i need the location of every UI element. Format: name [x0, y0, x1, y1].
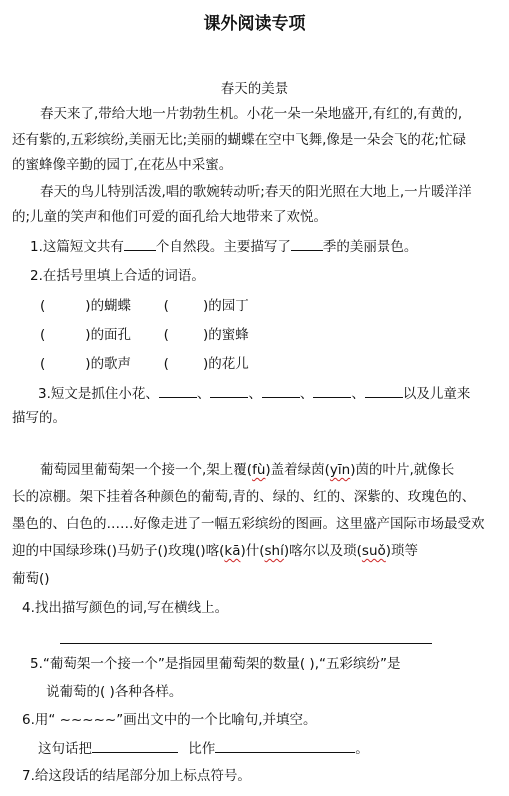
- q6-text: 。: [355, 741, 369, 757]
- pinyin: shí: [264, 543, 284, 559]
- q1-text-c: 季的美丽景色。: [322, 239, 418, 255]
- p2-text: )琐等: [385, 543, 419, 559]
- question-1: [30, 236, 417, 257]
- q2-item: 的园丁: [208, 298, 249, 314]
- paren-close: ): [202, 327, 209, 343]
- passage-title: 春天的美景: [220, 81, 289, 97]
- p2-text: 迎的中国绿珍珠()马奶子()玫瑰()喀(: [12, 543, 225, 559]
- question-6-fill: [38, 738, 369, 759]
- paren-close: ): [202, 298, 209, 314]
- q2-row: [40, 354, 249, 374]
- paren-close: ): [85, 356, 91, 372]
- question-5: 5.“葡萄架一个接一个”是指园里葡萄架的数量( ),“五彩缤纷”是: [30, 656, 401, 672]
- p2-text: 葡萄园里葡萄架一个接一个,架上覆(: [40, 462, 253, 478]
- q3-sep: 、: [248, 386, 262, 402]
- question-3: [38, 383, 470, 404]
- paren-close: ): [85, 327, 91, 343]
- answer-line[interactable]: [60, 643, 432, 644]
- pinyin: yīn: [329, 462, 351, 478]
- passage-line: 的;儿童的笑声和他们可爱的面孔给大地带来了欢悦。: [12, 209, 328, 225]
- paren-open: (: [40, 298, 46, 314]
- q3-sep: 、: [351, 386, 365, 402]
- passage2-line: 墨色的、白色的……好像走进了一幅五彩缤纷的图画。这里盛产国际市场最受欢: [12, 516, 485, 532]
- q2-item: 的蜜蜂: [208, 327, 249, 343]
- paren-close: ): [85, 298, 91, 314]
- question-3-cont: 描写的。: [12, 410, 66, 426]
- q3-sep: 、: [196, 386, 211, 402]
- passage2-line: [40, 460, 454, 480]
- passage2-line: [12, 541, 418, 561]
- passage-line: 的蜜蜂像辛勤的园丁,在花丛中采蜜。: [12, 157, 233, 173]
- question-6: 6.用“ ~~~~~”画出文中的一个比喻句,并填空。: [22, 712, 317, 728]
- answer-blank[interactable]: [215, 738, 355, 753]
- page-title: 课外阅读专项: [203, 14, 306, 34]
- passage-line: 春天来了,带给大地一片勃勃生机。小花一朵一朵地盛开,有红的,有黄的,: [40, 106, 463, 122]
- p2-text: )茵的叶片,就像长: [350, 462, 455, 478]
- p2-text: )什(: [240, 543, 265, 559]
- paren-open: (: [40, 327, 46, 343]
- answer-blank[interactable]: [210, 383, 248, 398]
- q3-sep: 、: [299, 386, 314, 402]
- answer-blank[interactable]: [313, 383, 351, 398]
- paren-open: (: [163, 327, 169, 343]
- q1-text-a: 1.这篇短文共有: [30, 239, 124, 255]
- q1-text-b: 个自然段。主要描写了: [155, 239, 291, 255]
- answer-blank[interactable]: [124, 236, 156, 251]
- question-7: 7.给这段话的结尾部分加上标点符号。: [22, 768, 251, 784]
- paren-open: (: [163, 298, 169, 314]
- pinyin: fù: [252, 462, 266, 478]
- q6-text: 这句话把: [38, 741, 92, 757]
- passage2-line: 葡萄(): [12, 571, 50, 587]
- p2-text: )喀尔以及琐(: [283, 543, 362, 559]
- q2-item: 的花儿: [208, 356, 249, 372]
- q3-text: 3.短文是抓住小花、: [38, 386, 159, 402]
- passage-line: 还有紫的,五彩缤纷,美丽无比;美丽的蝴蝶在空中飞舞,像是一朵会飞的花;忙碌: [12, 132, 466, 148]
- answer-blank[interactable]: [262, 383, 300, 398]
- question-4: 4.找出描写颜色的词,写在横线上。: [22, 600, 229, 616]
- q2-row: [40, 325, 249, 345]
- question-5-cont: 说葡萄的( )各种各样。: [46, 684, 183, 700]
- answer-blank[interactable]: [365, 383, 403, 398]
- pinyin: kā: [224, 543, 241, 559]
- question-2: 2.在括号里填上合适的词语。: [30, 268, 205, 284]
- p2-text: )盖着绿茵(: [265, 462, 330, 478]
- q2-item: 的歌声: [90, 356, 132, 372]
- q2-row: [40, 296, 249, 316]
- passage2-line: 长的凉棚。架下挂着各种颜色的葡萄,青的、绿的、红的、深紫的、玫瑰色的、: [12, 489, 476, 505]
- passage-line: 春天的鸟儿特别活泼,唱的歌婉转动听;春天的阳光照在大地上,一片暖洋洋: [40, 184, 472, 200]
- q2-item: 的蝴蝶: [90, 298, 132, 314]
- q6-text: 比作: [188, 741, 216, 757]
- paren-open: (: [40, 356, 46, 372]
- answer-blank[interactable]: [291, 236, 323, 251]
- answer-blank[interactable]: [159, 383, 197, 398]
- q3-text: 以及儿童来: [402, 386, 471, 402]
- answer-blank[interactable]: [92, 738, 178, 753]
- paren-open: (: [163, 356, 169, 372]
- q2-item: 的面孔: [90, 327, 132, 343]
- paren-close: ): [202, 356, 209, 372]
- pinyin: suǒ: [361, 543, 386, 559]
